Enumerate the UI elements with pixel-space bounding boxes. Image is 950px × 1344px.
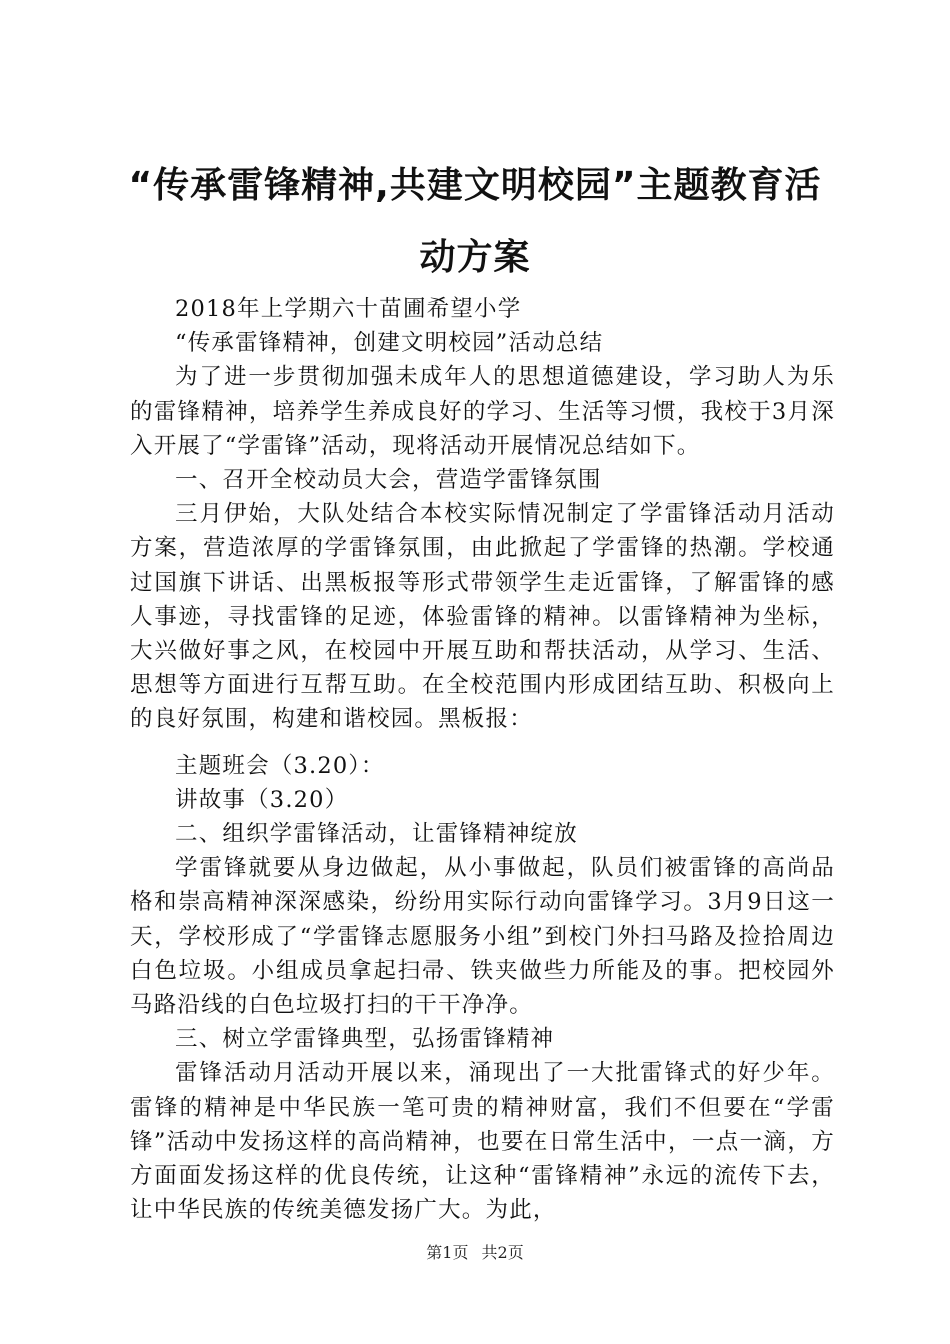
intro-paragraph: 为了进一步贯彻加强未成年人的思想道德建设，学习助人为乐的雷锋精神，培养学生养成良好的学习、生活等习惯，我校于3月深入开展了“学雷锋”活动，现将活动开展情况总结如下。	[130, 364, 835, 459]
class-meeting-line: 主题班会（3.20）：	[175, 752, 385, 779]
page-current: 第1页	[426, 1243, 469, 1262]
title-line-2: 动方案	[419, 237, 531, 278]
storytelling-line: 讲故事（3.20）	[175, 786, 349, 813]
blank-gap	[130, 737, 835, 749]
title-line-1: “传承雷锋精神,共建文明校园”主题教育活	[128, 165, 822, 206]
document-body	[130, 292, 835, 1227]
school-line: 2018年上学期六十苗圃希望小学	[175, 296, 522, 322]
section-heading-1: 一、召开全校动员大会，营造学雷锋氛围	[175, 467, 602, 494]
page-total: 共2页	[481, 1243, 524, 1262]
section-heading-2: 二、组织学雷锋活动，让雷锋精神绽放	[175, 821, 578, 848]
page-footer	[0, 1240, 950, 1263]
subtitle-line: “传承雷锋精神，创建文明校园”活动总结	[175, 330, 604, 357]
document-title	[110, 150, 840, 294]
section-1-paragraph: 三月伊始，大队处结合本校实际情况制定了学雷锋活动月活动方案，营造浓厚的学雷锋氛围，由此掀起了学雷锋的热潮。学校通过国旗下讲话、出黑板报等形式带领学生走近雷锋，了解雷锋的感人事迹，寻找雷锋的足迹，体验雷锋的精神。以雷锋精神为坐标，大兴做好事之风，在校园中开展互助和帮扶活动，从学习、生活、思想等方面进行互帮互助。在全校范围内形成团结互助、积极向上的良好氛围，构建和谐校园。黑板报：	[130, 501, 835, 733]
section-2-paragraph: 学雷锋就要从身边做起，从小事做起，队员们被雷锋的高尚品格和崇高精神深深感染，纷纷用实际行动向雷锋学习。3月9日这一天，学校形成了“学雷锋志愿服务小组”到校门外扫马路及捡拾周边白色垃圾。小组成员拿起扫帚、铁夹做些力所能及的事。把校园外马路沿线的白色垃圾打扫的干干净净。	[130, 855, 835, 1019]
section-heading-3: 三、树立学雷锋典型，弘扬雷锋精神	[175, 1026, 555, 1053]
section-3-paragraph: 雷锋活动月活动开展以来，涌现出了一大批雷锋式的好少年。雷锋的精神是中华民族一笔可贵的精神财富，我们不但要在“学雷锋”活动中发扬这样的高尚精神，也要在日常生活中，一点一滴，方方面面发扬这样的优良传统，让这种“雷锋精神”永远的流传下去，让中华民族的传统美德发扬广大。为此，	[130, 1060, 835, 1224]
